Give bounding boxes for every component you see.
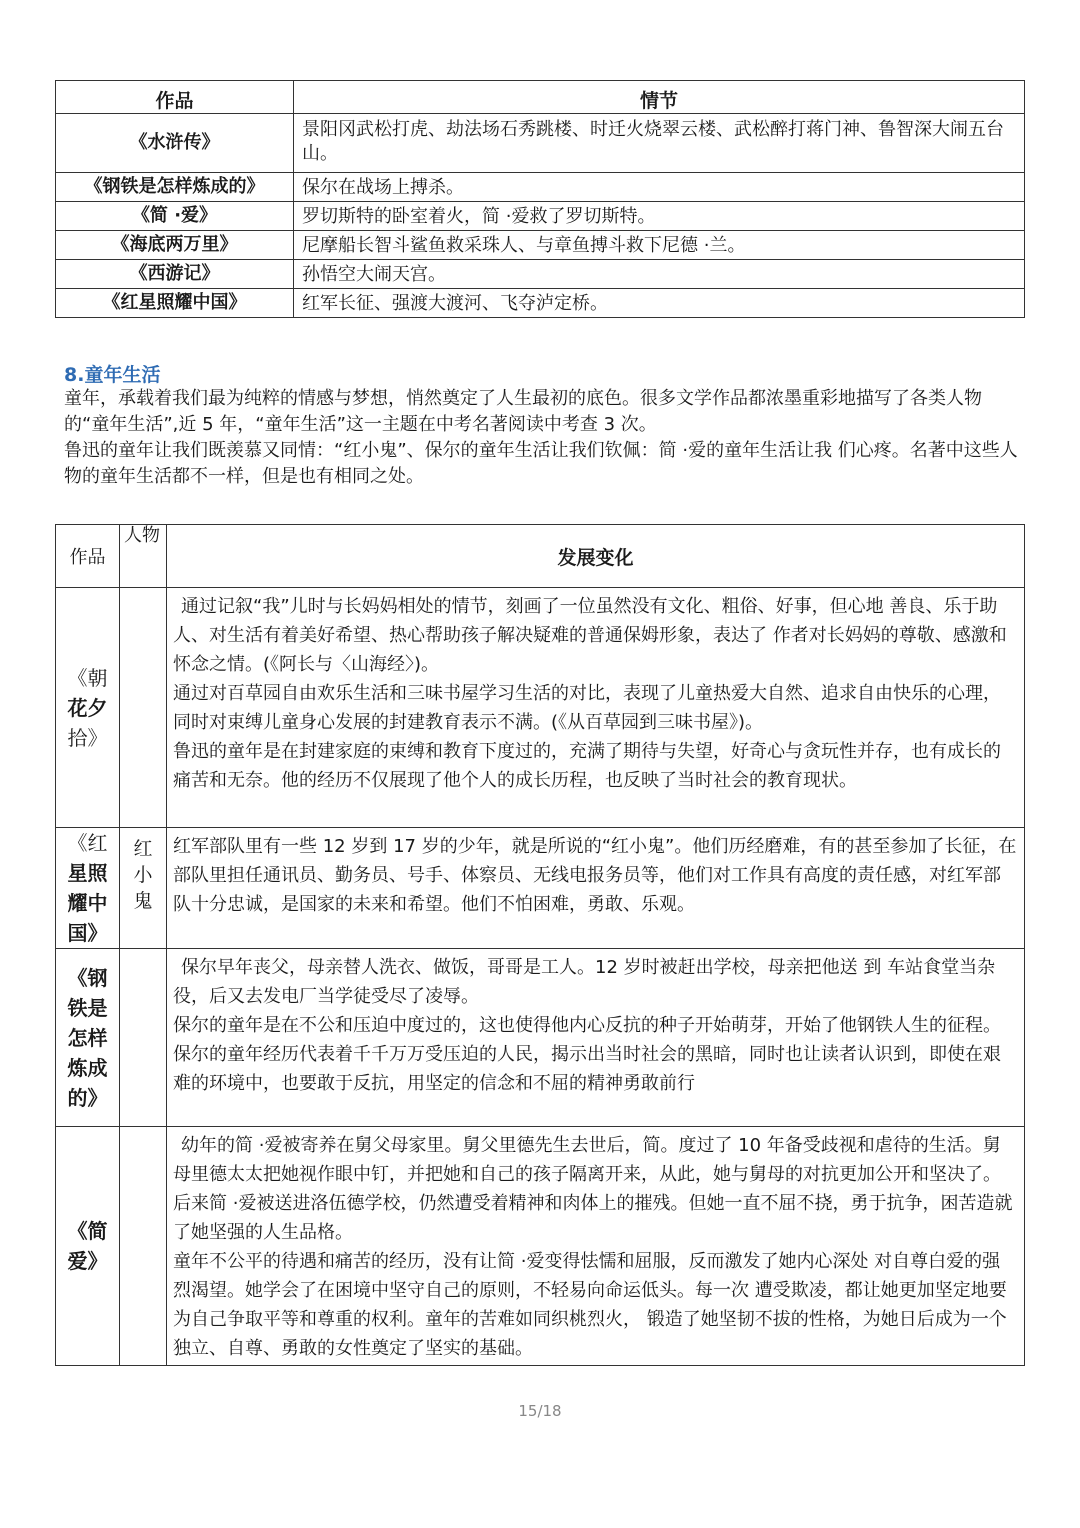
work-cell: 《简 ·爱》 — [56, 202, 294, 231]
intro-paragraph: 鲁迅的童年让我们既羡慕又同情：“红小鬼”、保尔的童年生活让我们钦佩：简 ·爱的童年生活让我 们心疼。名著中这些人物的童年生活都不一样，但是也有相同之处。 — [64, 440, 1018, 487]
development-cell — [167, 1127, 1025, 1366]
table-row — [56, 260, 1025, 289]
table-row — [56, 173, 1025, 202]
table-row — [56, 588, 1025, 828]
page-number: 15/18 — [518, 1402, 562, 1420]
development-paragraph: 保尔的童年是在不公和压迫中度过的，这也使得他内心反抗的种子开始萌芽，开始了他钢铁人生的征程。保尔的童年经历代表着千千万万受压迫的人民，揭示出当时社会的黑暗，同时也让读者认识到，即使在艰难的环境中，也要敢于反抗，用坚定的信念和不屈的精神勇敢前行 — [173, 1015, 1001, 1094]
work-cell: 《红星照耀中国》 — [56, 289, 294, 318]
development-cell — [167, 949, 1025, 1127]
work-line: 耀中 — [67, 891, 108, 915]
table-row — [56, 231, 1025, 260]
plot-cell: 罗切斯特的卧室着火，简 ·爱救了罗切斯特。 — [294, 202, 1025, 231]
work-line: 炼成 — [67, 1055, 108, 1080]
development-paragraph: 红军部队里有一些 12 岁到 17 岁的少年，就是所说的“红小鬼”。他们历经磨难，有的甚至参加了长征，在部队里担任通讯员、勤务员、号手、体察员、无线电报务员等，他们对工作具有高度的责任感，对红军部队十分忠诚，是国家的未来和希望。他们不怕困难，勇敢、乐观。 — [173, 836, 1017, 915]
work-cell — [56, 588, 120, 828]
work-cell — [56, 1127, 120, 1366]
plot-cell: 红军长征、强渡大渡河、飞夺泸定桥。 — [294, 289, 1025, 318]
work-line: 星照 — [67, 861, 108, 885]
table-header-row — [56, 81, 1025, 114]
development-paragraph: 通过记叙“我”儿时与长妈妈相处的情节，刻画了一位虽然没有文化、粗俗、好事，但心地 善良、乐于助人、对生活有着美好希望、热心帮助孩子解决疑难的普通保姆形象，表达了 作者对长妈妈的尊敬、感激和怀念之情。(《阿长与〈山海经〉)。 — [173, 596, 1007, 675]
header-plot: 情节 — [294, 81, 1025, 114]
work-cell — [56, 828, 120, 949]
work-line: 《钢 — [67, 965, 108, 990]
section-intro — [64, 386, 1024, 490]
header-work: 作品 — [56, 81, 294, 114]
table-header-row — [56, 525, 1025, 588]
development-paragraph: 童年不公平的待遇和痛苦的经历，没有让简 ·爱变得怯懦和屈服，反而激发了她内心深处 对自尊白爱的强烈渴望。她学会了在困境中坚守自己的原则，不轻易向命运低头。每一次 遭受欺凌，都让她更加坚定地要为自己争取平等和尊重的权利。童年的苦难如同织桃烈火， 锻造了她坚韧不拔的性格，为她日后成为一个独立、自尊、勇敢的女性奠定了坚实的基础。 — [173, 1251, 1007, 1359]
work-line: 花夕 — [67, 695, 108, 720]
person-cell — [120, 949, 167, 1127]
development-paragraph: 通过对百草园自由欢乐生活和三味书屋学习生活的对比，表现了儿童热爱大自然、追求自由快乐的心理，同时对束缚儿童身心发展的封建教育表示不满。(《从百草园到三味书屋》)。 — [173, 683, 1001, 733]
plot-cell: 尼摩船长智斗鲨鱼救采珠人、与章鱼搏斗救下尼德 ·兰。 — [294, 231, 1025, 260]
work-cell: 《水浒传》 — [56, 114, 294, 173]
development-cell — [167, 828, 1025, 949]
development-paragraph: 保尔早年丧父，母亲替人洗衣、做饭，哥哥是工人。12 岁时被赶出学校，母亲把他送 到 车站食堂当杂役，后又去发电厂当学徒受尽了凌辱。 — [173, 957, 996, 1007]
person-cell — [120, 588, 167, 828]
work-line: 怎样 — [67, 1025, 108, 1050]
section-title: 8.童年生活 — [64, 364, 161, 386]
header-person: 人物 — [120, 525, 167, 588]
work-line: 《简 — [67, 1219, 108, 1243]
table-row — [56, 202, 1025, 231]
person-char: 鬼 — [133, 890, 153, 912]
header-development: 发展变化 — [167, 525, 1025, 588]
development-paragraph: 鲁迅的童年是在封建家庭的束缚和教育下度过的，充满了期待与失望，好奇心与贪玩性并存，也有成长的痛苦和无奈。他的经历不仅展现了他个人的成长历程，也反映了当时社会的教育现状。 — [173, 741, 1001, 791]
work-cell: 《海底两万里》 — [56, 231, 294, 260]
plot-cell: 孙悟空大闹天宫。 — [294, 260, 1025, 289]
person-cell — [120, 828, 167, 949]
work-cell — [56, 949, 120, 1127]
work-line: 爱》 — [67, 1249, 108, 1273]
table-row — [56, 114, 1025, 173]
table-row — [56, 289, 1025, 318]
work-line: 《朝 — [67, 665, 108, 690]
plot-cell: 景阳冈武松打虎、劫法场石秀跳楼、时迁火烧翠云楼、武松醉打蒋门神、鲁智深大闹五台山。 — [294, 114, 1025, 173]
table-row — [56, 949, 1025, 1127]
plot-cell: 保尔在战场上搏杀。 — [294, 173, 1025, 202]
work-line: 国》 — [67, 921, 108, 945]
work-line: 拾》 — [67, 725, 108, 750]
development-cell — [167, 588, 1025, 828]
header-work: 作品 — [56, 525, 120, 588]
table-row — [56, 1127, 1025, 1366]
work-cell: 《西游记》 — [56, 260, 294, 289]
plot-table — [55, 80, 1025, 318]
person-char: 红 — [133, 838, 153, 860]
person-char: 小 — [133, 864, 153, 886]
development-paragraph: 幼年的简 ·爱被寄养在舅父母家里。舅父里德先生去世后，简。度过了 10 年备受歧视和虐待的生活。舅母里德太太把她视作眼中钉，并把她和自己的孩子隔离开来，从此，她与舅母的对抗更加公开和坚决了。后来简 ·爱被送进洛伍德学校，仍然遭受着精神和肉体上的摧残。但她一直不屈不挠，勇于抗争，困苦造就了她坚强的人生品格。 — [173, 1135, 1013, 1243]
table-row — [56, 828, 1025, 949]
work-line: 铁是 — [67, 995, 108, 1020]
childhood-table — [55, 524, 1025, 1366]
work-cell: 《钢铁是怎样炼成的》 — [56, 173, 294, 202]
person-cell — [120, 1127, 167, 1366]
work-line: 的》 — [67, 1085, 108, 1110]
work-line: 《红 — [67, 831, 108, 855]
intro-paragraph: 童年，承载着我们最为纯粹的情感与梦想，悄然奠定了人生最初的底色。很多文学作品都浓墨重彩地描写了各类人物的“童年生活”,近 5 年，“童年生活”这一主题在中考名著阅读中考查 3 次。 — [64, 388, 982, 435]
